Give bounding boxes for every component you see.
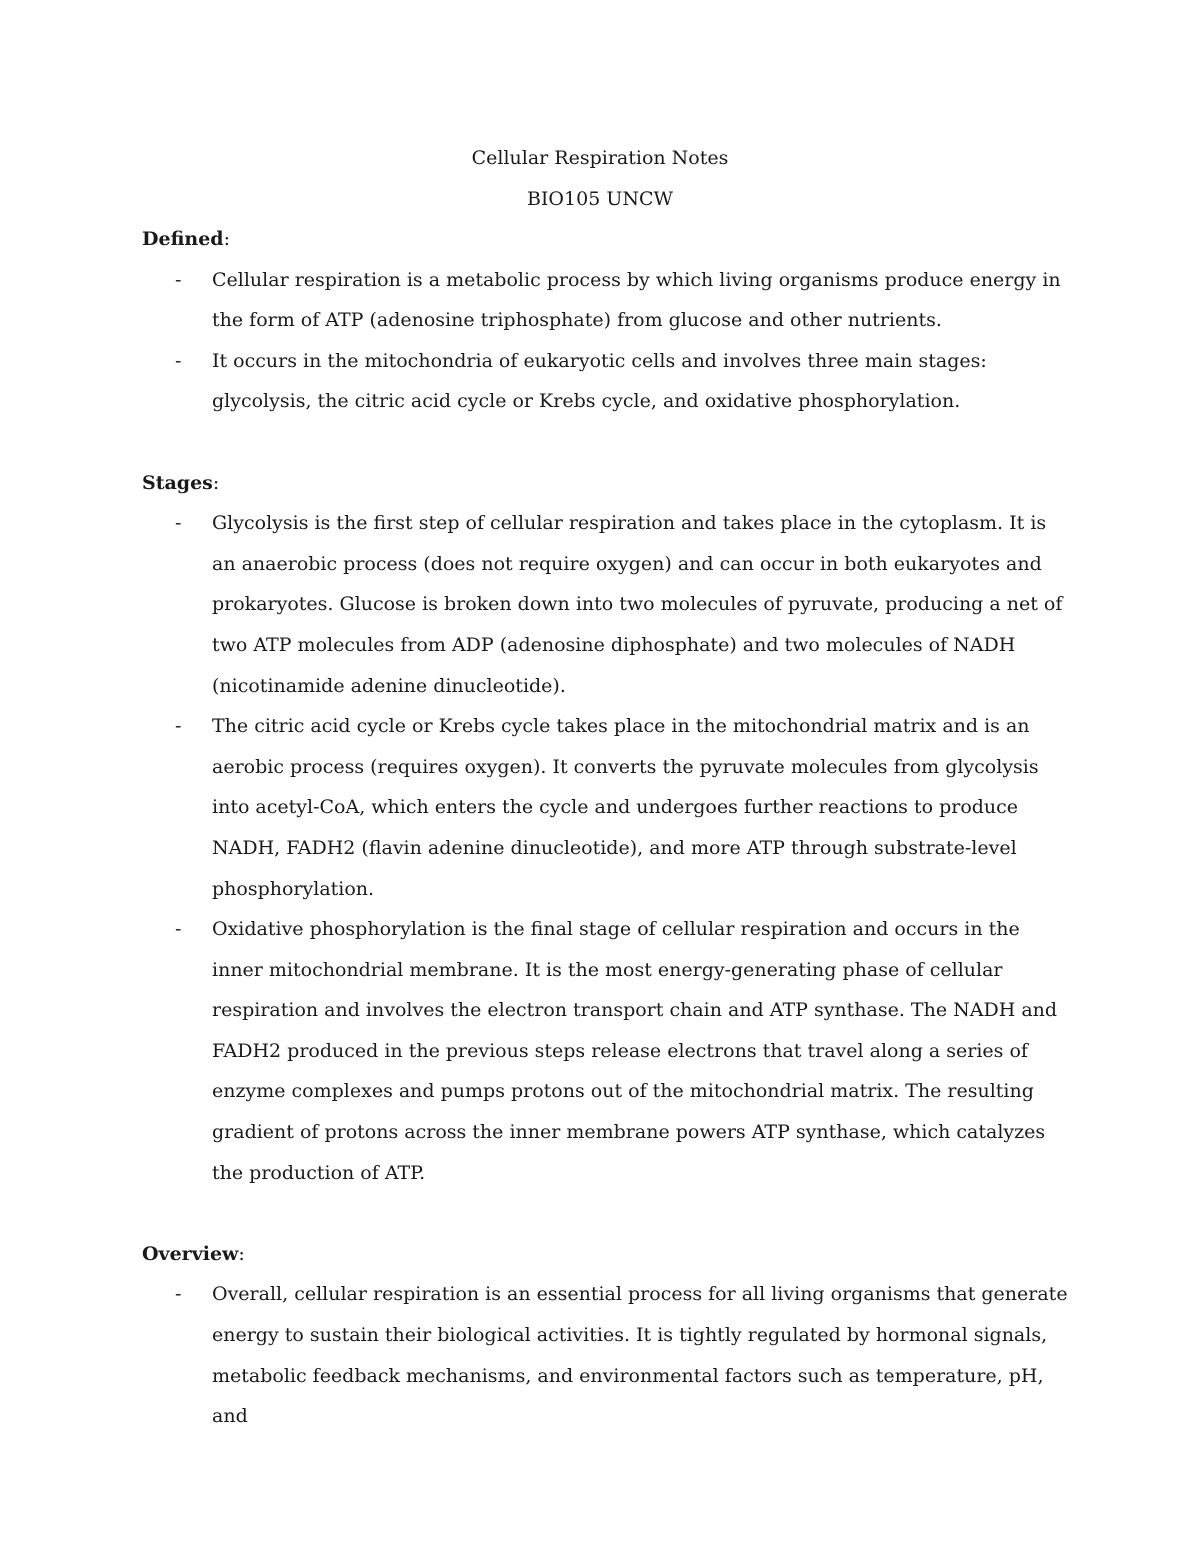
bullet-list — [142, 1274, 1072, 1436]
bullet-list — [142, 503, 1072, 1193]
list-item-text: Oxidative phosphorylation is the final stage of cellular respiration and occurs in the inner mitochondrial membrane. It is the most energy-generating phase of cellular respiration and involves the electron transport chain and ATP synthase. The NADH and FADH2 produced in the previous steps release electrons that travel along a series of enzyme complexes and pumps protons out of the mitochondrial matrix. The resulting gradient of protons across the inner membrane powers ATP synthase, which catalyzes the production of ATP. — [212, 918, 1058, 1184]
dash-bullet-icon: - — [175, 715, 182, 738]
section-heading-text: Defined — [142, 228, 224, 250]
list-item-text: Glycolysis is the first step of cellular respiration and takes place in the cytoplasm. It is an anaerobic process (does not require oxygen) and can occur in both eukaryotes and prokaryotes. Glucose is broken down into two molecules of pyruvate, producing a net of two ATP molecules from ADP (adenosine diphosphate) and two molecules of NADH (nicotinamide adenine dinucleotide). — [212, 512, 1063, 697]
dash-bullet-icon: - — [175, 349, 182, 372]
section-heading-colon: : — [223, 228, 230, 250]
paragraph-gap — [142, 422, 1072, 463]
document-title: Cellular Respiration Notes — [471, 147, 729, 169]
section-heading-colon: : — [238, 1242, 245, 1265]
section-heading — [142, 463, 1072, 504]
title-block — [0, 138, 1200, 219]
document-subtitle: BIO105 UNCW — [526, 187, 674, 210]
section-heading — [142, 1234, 1072, 1275]
section-stages — [142, 463, 1072, 1194]
list-item — [142, 1274, 1072, 1436]
list-item — [142, 909, 1072, 1193]
list-item-text: The citric acid cycle or Krebs cycle takes place in the mitochondrial matrix and is an aerobic process (requires oxygen). It converts the pyruvate molecules from glycolysis into acetyl-CoA, which enters the cycle and undergoes further reactions to produce NADH, FADH2 (flavin adenine dinucleotide), and more ATP through substrate-level phosphorylation. — [212, 715, 1039, 900]
document-body — [142, 219, 1072, 1437]
list-item-text: Cellular respiration is a metabolic process by which living organisms produce energy in the form of ATP (adenosine triphosphate) from glucose and other nutrients. — [212, 268, 1061, 332]
dash-bullet-icon: - — [175, 512, 182, 535]
list-item — [142, 341, 1072, 422]
dash-bullet-icon: - — [175, 1283, 182, 1306]
section-heading — [142, 219, 1072, 260]
list-item-text: Overall, cellular respiration is an essential process for all living organisms that generate energy to sustain their biological activities. It is tightly regulated by hormonal signals, metabolic feedback mechanisms, and environmental factors such as temperature, pH, and — [212, 1283, 1068, 1428]
section-heading-text: Stages — [142, 471, 213, 494]
list-item — [142, 260, 1072, 341]
list-item — [142, 503, 1072, 706]
section-heading-text: Overview — [142, 1242, 239, 1265]
paragraph-gap — [142, 1193, 1072, 1234]
section-defined — [142, 219, 1072, 422]
dash-bullet-icon: - — [175, 918, 182, 941]
list-item — [142, 706, 1072, 909]
dash-bullet-icon: - — [175, 268, 182, 291]
section-overview — [142, 1234, 1072, 1437]
section-heading-colon: : — [212, 471, 220, 494]
list-item-text: It occurs in the mitochondria of eukaryotic cells and involves three main stages: glycolysis, the citric acid cycle or Krebs cycle, and oxidative phosphorylation. — [212, 349, 987, 413]
bullet-list — [142, 260, 1072, 422]
